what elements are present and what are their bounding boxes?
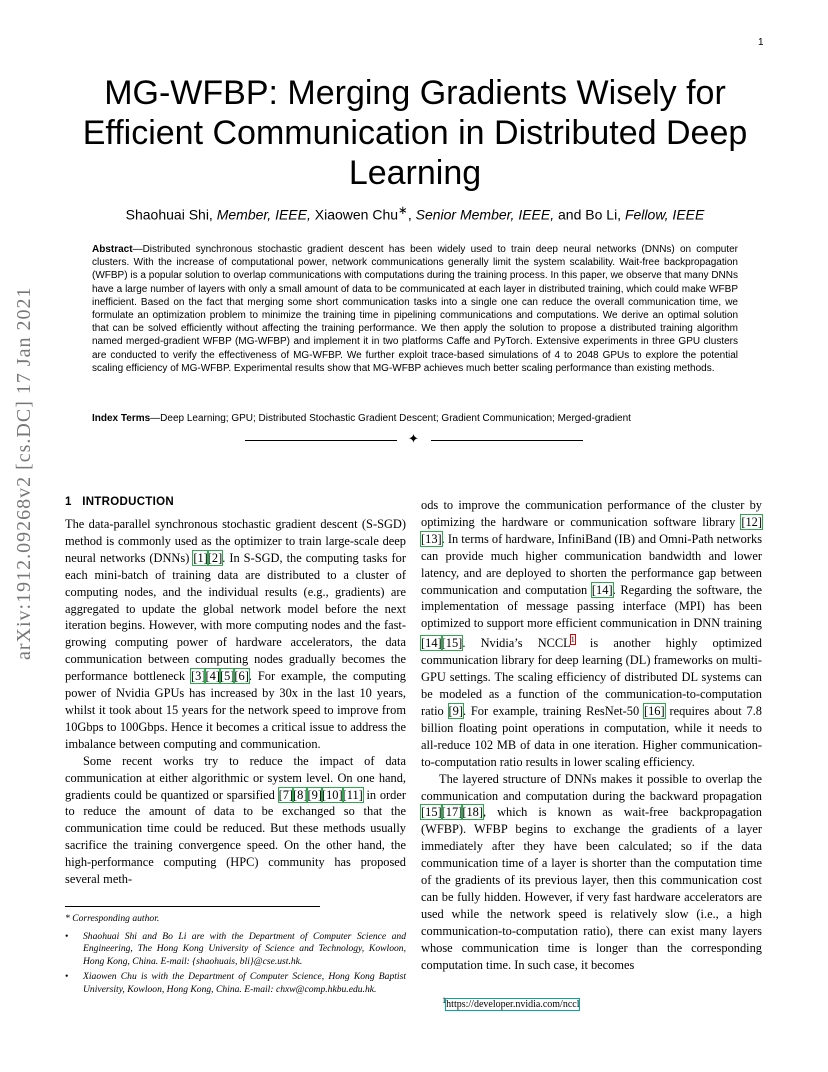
intro-paragraph-3: The layered structure of DNNs makes it possible to overlap the communication and computation during the backward propagation [15][17][18], which is known as wait-free backpropagation (WFBP). WFBP begins to exchange the gradients of a layer immediately after they have been calculated; so if the data communication time of a layer is shorter than the computation time of the gradients of its previous layer, then this communication cost can be fully hidden. However, if very fast hardware accelerators are used while the network speed is relatively slow (i.e., a high communication-to-computation ratio), there can exist many layers whose communication time is longer than the corresponding computation time. In such case, it becomes <box>421 771 762 972</box>
author-2: Xiaowen Chu <box>314 206 399 223</box>
author-2-role: Senior Member, IEEE, <box>415 206 555 223</box>
citation-link[interactable]: [18] <box>462 805 483 820</box>
affiliation-notes <box>65 931 406 999</box>
bullet-icon: • <box>65 931 69 942</box>
abstract <box>92 243 738 375</box>
citation-link[interactable]: [2] <box>207 550 223 565</box>
citation-link[interactable]: [7] <box>278 787 294 802</box>
section-number: 1 <box>65 496 72 508</box>
page-number: 1 <box>758 37 764 48</box>
footnote-url-link[interactable]: https://developer.nvidia.com/nccl <box>446 999 580 1011</box>
separator-diamond-icon: ✦ <box>408 432 419 447</box>
author-1-role: Member, IEEE, <box>216 206 311 223</box>
footnote-1 <box>442 996 579 1010</box>
citation-link[interactable]: [17] <box>441 805 463 820</box>
citation-link[interactable]: [8] <box>293 787 308 802</box>
citation-link[interactable]: [9] <box>307 787 322 802</box>
bullet-icon: • <box>65 971 69 983</box>
footnote-rule <box>65 906 320 907</box>
intro-paragraph-cont: ods to improve the communication performance of the cluster by optimizing the hardware or communication software library [12][13]. In terms of hardware, InfiniBand (IB) and Omni-Path networks can provide much higher communication bandwidth and lower latency, and are deployed to shorten the performance gap between communication and computation [14]. Regarding the software, the implementation of message passing interface (MPI) has been optimized to support more efficient communication in DNN training [14][15]. Nvidia’s NCCL$^1$ is another highly optimized communication library for deep learning (DL) frameworks on multi-GPU settings. The scaling efficiency of distributed DL systems can be modeled as a function of the communication-to-computation ratio [9]. For example, training ResNet-50 [16] requires about 7.8 billion floating point operations in computation, while it needs to all-reduce 102 MB of data in one iteration. Higher communication-to-computation ratio results in lower scaling efficiency. <box>421 498 763 769</box>
separator-left <box>245 440 397 441</box>
author-3: and Bo Li, <box>558 206 622 223</box>
citation-link[interactable]: [15] <box>421 805 442 820</box>
citation-link[interactable]: [5] <box>219 669 235 684</box>
author-3-role: Fellow, IEEE <box>624 206 705 223</box>
intro-paragraph-1: The data-parallel synchronous stochastic gradient descent (S-SGD) method is commonly used as the optimizer to train large-scale deep neural networks (DNNs) [1][2]. In S-SGD, the computing tasks for each mini-batch of training data are distributed to a cluster of computing nodes, and the individual results (e.g., gradients) are aggregated to update the global network model before the next iteration begins. However, with more computing nodes and the fast-growing computing power of hardware accelerators, the data communication between computing nodes gradually becomes the performance bottleneck [3][4][5][6]. For example, the computing power of Nvidia GPUs has increased by 30x in the last 10 years, whilst it took about 15 years for the network speed to improve from 10Gbps to 100Gbps. Hence it becomes a critical issue to address the imbalance between computing and communication. <box>65 517 406 751</box>
separator-right <box>431 440 583 441</box>
author-line: Shaohuai Shi, Member, IEEE, Xiaowen Chu∗, Senior Member, IEEE, and Bo Li, Fellow, IEEE <box>125 204 705 223</box>
abstract-label: Abstract <box>92 244 133 255</box>
citation-link[interactable]: [3] <box>191 669 206 684</box>
citation-link[interactable]: [4] <box>205 669 220 684</box>
index-terms <box>92 413 738 424</box>
index-terms-label: Index Terms <box>92 413 151 424</box>
citation-link[interactable]: [10] <box>321 787 343 802</box>
citation-link[interactable]: [16] <box>643 704 665 718</box>
section-heading <box>65 496 406 508</box>
citation-link[interactable]: [15] <box>441 636 463 651</box>
citation-link[interactable]: [6] <box>234 669 249 684</box>
citation-link[interactable]: [14] <box>421 636 442 651</box>
right-column <box>421 497 762 974</box>
citation-link[interactable]: [14] <box>591 582 613 597</box>
left-column <box>65 496 406 888</box>
affiliation-note: • Shaohuai Shi and Bo Li are with the Department of Computer Science and Engineering, The Hong Kong University of Science and Technology, Kowloon, Hong Kong, China. E-mail: {shaohuais, bli}@cse.ust.hk. <box>65 931 406 967</box>
author-1: Shaohuai Shi, <box>125 206 213 223</box>
citation-link[interactable]: [13] <box>421 531 442 546</box>
citation-link[interactable]: [1] <box>193 550 208 565</box>
index-terms-text: —Deep Learning; GPU; Distributed Stochastic Gradient Descent; Gradient Communication; Merged-gradient <box>150 413 631 424</box>
corresponding-mark: ∗ <box>398 204 408 217</box>
footnote-mark: 1 <box>442 996 447 1005</box>
citation-link[interactable]: [12] <box>741 514 762 529</box>
citation-link[interactable]: [9] <box>448 704 463 718</box>
citation-link[interactable]: [11] <box>342 787 363 802</box>
footnote-link[interactable]: 1 <box>570 635 575 645</box>
intro-paragraph-2: Some recent works try to reduce the impact of data communication at either algorithmic or system level. On one hand, gradients could be quantized or sparsified [7][8][9][10][11] in order to reduce the amount of data to be exchanged so that the communication time could be reduced. But these methods usually sacrifice the training convergence speed. On the other hand, the high-performance computing (HPC) community has proposed several meth- <box>65 753 406 887</box>
corresponding-author-note: * Corresponding author. <box>65 913 160 924</box>
affiliation-note: • Xiaowen Chu is with the Department of Computer Science, Hong Kong Baptist University, Kowloon, Hong Kong, China. E-mail: chxw@comp.hkbu.edu.hk. <box>65 971 406 995</box>
abstract-text: —Distributed synchronous stochastic gradient descent has been widely used to train deep neural networks (DNNs) on computer clusters. With the increase of computational power, network communications generally limit the system scalability. Wait-free backpropagation (WFBP) is a popular solution to overlap communications with computations during the training process. In this paper, we observe that many DNNs have a large number of layers with only a small amount of data to be communicated at each layer in distributed training, which could make WFBP inefficient. Based on the fact that merging some short communication tasks into a single one can reduce the overall communication time, we formulate an optimization problem to minimize the training time in pipelining communications and computations. We derive an optimal solution that can be solved efficiently without affecting the training performance. We then apply the solution to propose a distributed training algorithm named merged-gradient WFBP (MG-WFBP) and implement it in two platforms Caffe and PyTorch. Extensive experiments in three GPU clusters are conducted to verify the effectiveness of MG-WFBP. We further exploit trace-based simulations of 4 to 2048 GPUs to explore the potential scaling efficiency of MG-WFBP. Experimental results show that MG-WFBP achieves much better scaling performance than existing methods. <box>92 244 738 374</box>
paper-title: MG-WFBP: Merging Gradients Wisely for Efficient Communication in Distributed Deep Learning <box>82 74 748 193</box>
arxiv-identifier: arXiv:1912.09268v2 [cs.DC] 17 Jan 2021 <box>13 286 35 660</box>
section-title: INTRODUCTION <box>82 496 174 508</box>
